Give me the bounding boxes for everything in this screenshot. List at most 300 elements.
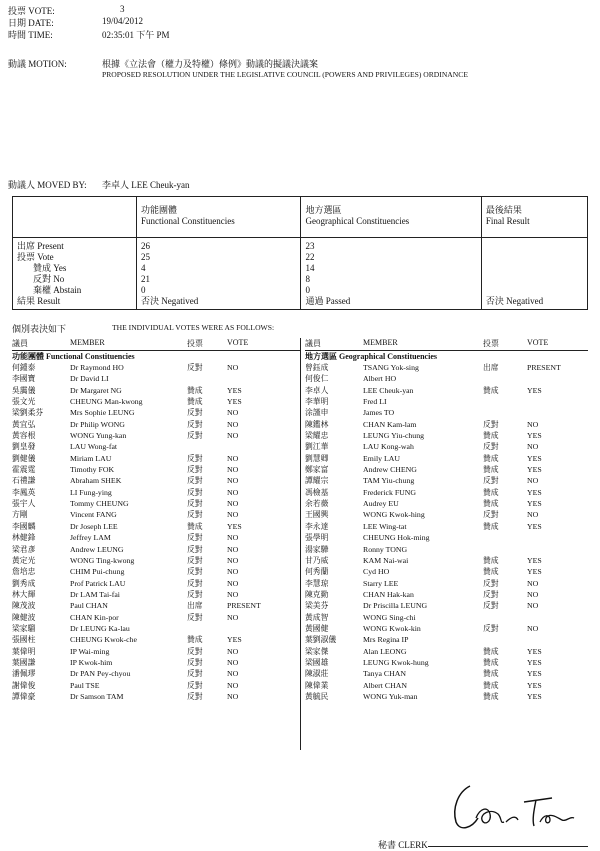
vote-en: NO [227,612,239,622]
vote-zh: 反對 [187,657,203,667]
mover-value: 李卓人 LEE Cheuk-yan [102,180,190,190]
vote-zh: 反對 [187,578,203,588]
member-name-en: Dr Raymond HO [70,363,124,372]
vote-zh: 反對 [483,476,499,486]
gc-member-row [305,612,588,623]
member-name-en: WONG Kwok-hing [363,510,425,520]
member-name-zh: 陳淑莊 [305,669,329,679]
member-name-zh: 李鳳英 [12,487,36,497]
clerk-signature-line [428,846,588,847]
fc-member-row [12,385,300,396]
vote-zh: 反對 [187,589,203,599]
member-name-zh: 李卓人 [305,385,329,395]
vote-en: NO [227,487,239,497]
member-name-en: LI Fung-ying [70,487,112,497]
member-name-en: Fred LI [363,397,387,407]
gc-member-row [305,623,588,634]
time-label: 時間 TIME: [8,30,53,40]
vote-en: NO [227,419,239,429]
vote-zh: 贊成 [483,657,499,667]
member-name-zh: 譚耀宗 [305,476,329,486]
vote-zh: 反對 [187,555,203,565]
member-name-en: CHIM Pui-chung [70,567,125,577]
gc-member-row [305,691,588,702]
vote-zh: 贊成 [187,635,203,645]
vote-zh: 反對 [187,363,203,372]
fc-column-headers: 議員 MEMBER 投票 VOTE [12,338,300,351]
gc-member-row [305,544,588,555]
gc-member-row [305,430,588,441]
member-name-zh: 梁國雄 [305,657,329,667]
vote-zh: 贊成 [483,465,499,475]
fc-member-row [12,475,300,486]
member-name-en: CHEUNG Man-kwong [70,397,143,407]
vote-en: NO [227,555,239,565]
gc-member-row [305,453,588,464]
member-name-zh: 劉秀成 [12,578,36,588]
gc-member-row [305,600,588,611]
member-name-en: Emily LAU [363,453,401,463]
fc-member-row [12,521,300,532]
vote-zh: 反對 [483,589,499,599]
member-name-en: LEE Cheuk-yan [363,385,414,395]
gc-member-row [305,475,588,486]
summary-labels: 出席 Present 投票 Vote 贊成 Yes 反對 No 棄權 Abstain 結果 Result [13,238,137,310]
member-name-zh: 張國柱 [12,635,36,645]
vote-zh: 贊成 [483,680,499,690]
fc-member-row [12,589,300,600]
gc-section-heading: 地方選區 Geographical Constituencies [305,352,437,361]
vote-en: NO [227,431,239,441]
member-name-en: Paul CHAN [70,601,108,611]
gc-member-row [305,634,588,645]
vote-zh: 贊成 [187,521,203,531]
fc-member-row [12,680,300,691]
member-name-en: LEUNG Kwok-hung [363,657,429,667]
fc-member-row [12,600,300,611]
vote-en: NO [227,453,239,463]
fc-header: 功能團體 Functional Constituencies [137,197,301,238]
vote-zh: 贊成 [187,385,203,395]
member-name-en: Dr Margaret NG [70,385,122,395]
member-name-en: Timothy FOK [70,465,115,475]
fc-member-row [12,668,300,679]
member-name-zh: 鄭家富 [305,465,329,475]
member-name-en: LAU Wong-fat [70,442,118,452]
fc-member-row [12,544,300,555]
member-name-zh: 余若薇 [305,499,329,509]
vote-en: PRESENT [227,601,261,611]
vote-zh: 贊成 [483,669,499,679]
fc-member-row [12,532,300,543]
vote-en: YES [227,635,242,645]
gc-member-row [305,373,588,384]
vote-zh: 反對 [483,623,499,633]
member-name-zh: 甘乃威 [305,555,329,565]
member-name-en: CHEUNG Kwok-che [70,635,137,645]
vote-zh: 反對 [483,419,499,429]
fc-member-row [12,373,300,384]
fc-member-row [12,453,300,464]
member-name-en: LAU Kong-wah [363,442,414,452]
member-name-en: Alan LEONG [363,646,407,656]
vote-en: NO [527,510,539,520]
signature-icon [440,778,590,838]
vote-zh: 出席 [483,363,499,372]
member-name-zh: 劉江華 [305,442,329,452]
vote-en: YES [527,555,542,565]
vote-en: YES [527,691,542,701]
individual-votes [12,338,588,750]
gc-member-row [305,385,588,396]
member-name-en: WONG Kwok-kin [363,623,421,633]
summary-table [12,196,588,310]
motion-title-en: PROPOSED RESOLUTION UNDER THE LEGISLATIVE COUNCIL (POWERS AND PRIVILEGES) ORDINANCE [102,70,468,79]
member-name-en: CHAN Kam-lam [363,419,417,429]
vote-en: YES [527,669,542,679]
member-name-zh: 梁美芬 [305,601,329,611]
member-name-zh: 馮檢基 [305,487,329,497]
vote-zh: 贊成 [483,555,499,565]
vote-zh: 贊成 [187,397,203,407]
member-name-zh: 張宇人 [12,499,36,509]
member-name-en: James TO [363,408,395,418]
gc-member-row [305,646,588,657]
vote-en: NO [527,623,539,633]
member-name-zh: 謝偉俊 [12,680,36,690]
member-name-zh: 葉劉淑儀 [305,635,337,645]
member-name-zh: 林大輝 [12,589,36,599]
vote-en: NO [227,499,239,509]
member-name-zh: 黃國健 [305,623,329,633]
member-name-en: Audrey EU [363,499,399,509]
vote-en: NO [227,363,239,372]
date-value: 19/04/2012 [102,16,144,26]
member-name-en: Vincent FANG [70,510,117,520]
vote-en: NO [227,578,239,588]
vote-zh: 贊成 [483,521,499,531]
vote-en: NO [227,657,239,667]
fc-votes-column [12,338,301,750]
member-name-zh: 李國麟 [12,521,36,531]
vote-en: NO [227,669,239,679]
vote-zh: 反對 [187,533,203,543]
member-name-zh: 劉皇發 [12,442,36,452]
fc-member-row [12,634,300,645]
gc-values: 23 22 14 8 0 通過 Passed [301,238,481,310]
member-name-zh: 霍震霆 [12,465,36,475]
member-name-en: Mrs Regina IP [363,635,409,645]
vote-zh: 反對 [187,669,203,679]
fc-member-row [12,498,300,509]
final-header: 最後結果 Final Result [481,197,587,238]
gc-member-row [305,419,588,430]
member-name-en: Starry LEE [363,578,399,588]
vote-en: NO [527,442,539,452]
vote-zh: 贊成 [483,385,499,395]
member-name-zh: 張文光 [12,397,36,407]
member-name-zh: 潘佩璆 [12,669,36,679]
gc-member-row [305,487,588,498]
vote-zh: 反對 [187,419,203,429]
vote-en: NO [227,544,239,554]
gc-member-row [305,532,588,543]
vote-zh: 反對 [187,476,203,486]
member-name-zh: 黃容根 [12,431,36,441]
vote-zh: 反對 [187,612,203,622]
vote-en: YES [527,657,542,667]
member-name-zh: 梁家傑 [305,646,329,656]
vote-zh: 贊成 [483,499,499,509]
vote-zh: 反對 [187,691,203,701]
member-name-en: Dr LEUNG Ka-lau [70,623,130,633]
motion-label: 動議 MOTION: [8,59,67,69]
gc-member-row [305,589,588,600]
fc-member-row [12,396,300,407]
member-name-zh: 詹培忠 [12,567,36,577]
member-name-en: Mrs Sophie LEUNG [70,408,135,418]
member-name-en: Miriam LAU [70,453,112,463]
gc-member-row [305,498,588,509]
gc-column-headers: 議員 MEMBER 投票 VOTE [305,338,588,351]
fc-section-heading: 功能團體 Functional Constituencies [12,352,135,361]
vote-en: NO [227,589,239,599]
clerk-signature [440,778,590,840]
final-result: 否決 Negatived [485,296,544,306]
vote-en: NO [227,680,239,690]
vote-en: NO [227,510,239,520]
vote-en: YES [527,385,542,395]
member-name-en: Dr Philip WONG [70,419,125,429]
member-name-en: WONG Sing-chi [363,612,416,622]
member-name-zh: 張學明 [305,533,329,543]
vote-zh: 反對 [187,499,203,509]
member-name-en: Dr Samson TAM [70,691,124,701]
vote-en: NO [527,601,539,611]
vote-en: YES [527,646,542,656]
gc-member-row [305,407,588,418]
fc-member-row [12,441,300,452]
member-name-en: Andrew LEUNG [70,544,124,554]
vote-zh: 反對 [187,453,203,463]
vote-en: YES [527,499,542,509]
member-name-en: Prof Patrick LAU [70,578,126,588]
gc-header: 地方選區 Geographical Constituencies [301,197,481,238]
member-name-en: Dr David LI [70,374,109,384]
vote-en: NO [227,465,239,475]
member-name-en: Cyd HO [363,567,390,577]
member-name-zh: 涂謹申 [305,408,329,418]
fc-member-row [12,691,300,702]
member-name-en: Tanya CHAN [363,669,406,679]
member-name-en: Andrew CHENG [363,465,417,475]
vote-en: YES [527,465,542,475]
member-name-zh: 吳靄儀 [12,385,36,395]
member-name-zh: 黃定光 [12,555,36,565]
member-name-zh: 梁家騮 [12,623,36,633]
vote-en: YES [227,385,242,395]
member-name-zh: 黃成智 [305,612,329,622]
fc-member-row [12,487,300,498]
vote-en: YES [527,680,542,690]
member-name-zh: 梁劉柔芬 [12,408,44,418]
member-name-zh: 何鍾泰 [12,363,36,372]
member-name-zh: 譚偉豪 [12,691,36,701]
member-name-en: Dr Priscilla LEUNG [363,601,428,611]
vote-en: NO [527,578,539,588]
gc-member-row [305,441,588,452]
vote-en: NO [227,567,239,577]
fc-values: 26 25 4 21 0 否決 Negatived [137,238,301,310]
vote-zh: 反對 [483,442,499,452]
member-name-en: CHEUNG Hok-ming [363,533,430,543]
member-name-zh: 劉健儀 [12,453,36,463]
vote-number: 3 [120,4,125,14]
vote-en: NO [527,476,539,486]
gc-member-row [305,521,588,532]
member-name-en: IP Kwok-him [70,657,113,667]
vote-zh: 反對 [187,680,203,690]
gc-member-row [305,566,588,577]
member-name-en: Frederick FUNG [363,487,417,497]
gc-member-row [305,668,588,679]
member-name-zh: 陳克勤 [305,589,329,599]
member-name-en: Jeffrey LAM [70,533,111,543]
vote-label: 投票 VOTE: [8,6,55,16]
vote-zh: 反對 [187,510,203,520]
fc-member-row [12,566,300,577]
vote-en: YES [527,487,542,497]
member-name-zh: 黃宜弘 [12,419,36,429]
fc-member-row [12,509,300,520]
member-name-en: WONG Yuk-man [363,691,418,701]
fc-member-row [12,362,300,373]
time-value: 02:35:01 下午 PM [102,30,170,40]
member-name-en: IP Wai-ming [70,646,110,656]
vote-zh: 反對 [187,408,203,418]
member-name-en: WONG Ting-kwong [70,555,135,565]
member-name-en: TSANG Yok-sing [363,363,419,372]
fc-member-row [12,419,300,430]
member-name-zh: 葉偉明 [12,646,36,656]
mover-label: 動議人 MOVED BY: [8,180,87,190]
member-name-en: Dr LAM Tai-fai [70,589,120,599]
vote-en: NO [527,419,539,429]
member-name-zh: 曾鈺成 [305,363,329,372]
vote-zh: 反對 [187,465,203,475]
member-name-zh: 湯家驊 [305,544,329,554]
member-name-zh: 方剛 [12,510,28,520]
member-name-en: LEE Wing-tat [363,521,407,531]
vote-en: YES [527,567,542,577]
member-name-zh: 王國興 [305,510,329,520]
individual-title-zh: 個別表決如下 [12,324,67,334]
fc-member-row [12,612,300,623]
fc-member-row [12,430,300,441]
member-name-en: WONG Yung-kan [70,431,127,441]
gc-member-row [305,657,588,668]
member-name-en: CHAN Hak-kan [363,589,414,599]
vote-en: PRESENT [527,363,561,372]
vote-en: NO [227,691,239,701]
gc-member-row [305,578,588,589]
fc-member-row [12,555,300,566]
vote-zh: 贊成 [483,431,499,441]
vote-en: NO [227,533,239,543]
member-name-en: CHAN Kin-por [70,612,119,622]
member-name-zh: 李華明 [305,397,329,407]
gc-member-row [305,396,588,407]
vote-en: YES [527,431,542,441]
member-name-zh: 李永達 [305,521,329,531]
member-name-zh: 石禮謙 [12,476,36,486]
vote-zh: 反對 [187,544,203,554]
individual-title-en: THE INDIVIDUAL VOTES WERE AS FOLLOWS: [112,323,275,332]
vote-zh: 贊成 [483,567,499,577]
date-label: 日期 DATE: [8,18,54,28]
vote-zh: 出席 [187,601,203,611]
gc-member-row [305,555,588,566]
gc-member-row [305,464,588,475]
vote-zh: 反對 [187,487,203,497]
fc-member-row [12,407,300,418]
member-name-zh: 劉慧卿 [305,453,329,463]
vote-zh: 反對 [187,567,203,577]
vote-en: YES [227,521,242,531]
member-name-en: Tommy CHEUNG [70,499,129,509]
fc-member-row [12,646,300,657]
gc-member-row [305,680,588,691]
vote-en: NO [227,646,239,656]
member-name-en: Ronny TONG [363,544,408,554]
member-name-zh: 陳鑑林 [305,419,329,429]
member-name-zh: 何俊仁 [305,374,329,384]
member-name-en: Abraham SHEK [70,476,122,486]
member-name-en: Albert HO [363,374,397,384]
member-name-zh: 李慧琼 [305,578,329,588]
vote-zh: 贊成 [483,487,499,497]
vote-zh: 贊成 [483,691,499,701]
final-values [481,238,587,310]
member-name-zh: 黃毓民 [305,691,329,701]
member-name-en: Dr Joseph LEE [70,521,118,531]
member-name-en: TAM Yiu-chung [363,476,415,486]
vote-zh: 贊成 [483,646,499,656]
fc-member-row [12,464,300,475]
vote-zh: 反對 [187,646,203,656]
gc-member-row [305,509,588,520]
fc-member-row [12,623,300,634]
member-name-en: KAM Nai-wai [363,555,409,565]
member-name-zh: 陳茂波 [12,601,36,611]
member-name-zh: 葉國謙 [12,657,36,667]
member-name-en: LEUNG Yiu-chung [363,431,424,441]
member-name-zh: 林健鋒 [12,533,36,543]
summary-corner [13,197,137,238]
fc-member-row [12,657,300,668]
fc-member-row [12,578,300,589]
member-name-en: Paul TSE [70,680,100,690]
member-name-en: Albert CHAN [363,680,407,690]
vote-en: NO [527,589,539,599]
member-name-zh: 陳偉業 [305,680,329,690]
member-name-zh: 何秀蘭 [305,567,329,577]
vote-en: YES [527,453,542,463]
member-name-zh: 李國寶 [12,374,36,384]
vote-zh: 反對 [483,510,499,520]
vote-zh: 贊成 [483,453,499,463]
gc-votes-column [305,338,588,750]
